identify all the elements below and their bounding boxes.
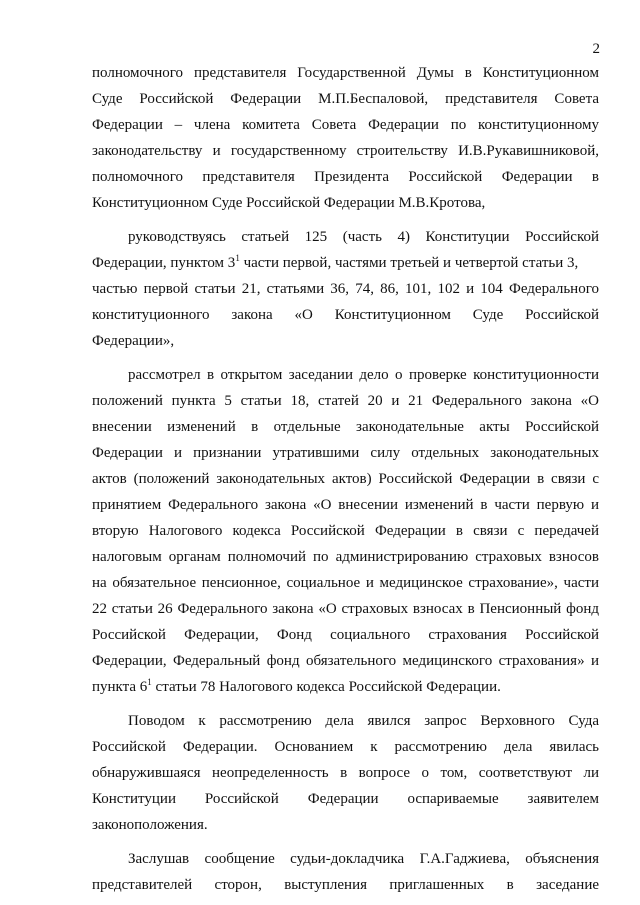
text-fragment: пункта 6 bbox=[92, 679, 148, 695]
text-line: представителей сторон, выступления приглашенных в заседание bbox=[92, 877, 599, 893]
superscript: 1 bbox=[235, 253, 240, 263]
superscript: 1 bbox=[147, 677, 152, 687]
text-line: руководствуясь статьей 125 (часть 4) Конституции Российской bbox=[128, 229, 599, 245]
text-fragment: части первой, частями третьей и четвертой статьи 3, bbox=[239, 255, 579, 271]
text-line: на обязательное пенсионное, социальное и медицинское страхование», части bbox=[92, 575, 599, 591]
text-line: полномочного представителя Государственной Думы в Конституционном bbox=[92, 65, 599, 81]
text-line: полномочного представителя Президента Российской Федерации в bbox=[92, 169, 599, 185]
text-line: Федерации, Федеральный фонд обязательного медицинского страхования» и bbox=[92, 653, 599, 669]
text-line: положений пункта 5 статьи 18, статей 20 и 21 Федерального закона «О bbox=[92, 393, 599, 409]
text-line: налоговым органам полномочий по администрированию страховых взносов bbox=[92, 549, 599, 565]
text-line: законоположения. bbox=[92, 817, 208, 833]
text-line: законодательству и государственному строительству И.В.Рукавишниковой, bbox=[92, 143, 599, 159]
text-line: 22 статьи 26 Федерального закона «О страховых взносах в Пенсионный фонд bbox=[92, 601, 599, 617]
text-line: Конституционном Суде Российской Федерации М.В.Кротова, bbox=[92, 195, 486, 211]
text-line bbox=[92, 674, 599, 700]
text-line: принятием Федерального закона «О внесении изменений в части первую и bbox=[92, 497, 599, 513]
text-line: вторую Налогового кодекса Российской Федерации в связи с передачей bbox=[92, 523, 599, 539]
body-text bbox=[92, 60, 599, 898]
text-line: рассмотрел в открытом заседании дело о проверке конституционности bbox=[128, 367, 599, 383]
text-line: конституционного закона «О Конституционном Суде Российской bbox=[92, 307, 599, 323]
text-line: внесении изменений в отдельные законодательные акты Российской bbox=[92, 419, 599, 435]
text-fragment: Федерации, пунктом 3 bbox=[92, 255, 236, 271]
text-line: обнаружившаяся неопределенность в вопросе о том, соответствуют ли bbox=[92, 765, 599, 781]
text-line: Федерации», bbox=[92, 333, 175, 349]
text-line: частью первой статьи 21, статьями 36, 74, 86, 101, 102 и 104 Федерального bbox=[92, 281, 599, 297]
page-number: 2 bbox=[592, 41, 600, 57]
text-fragment: статьи 78 Налогового кодекса Российской Федерации. bbox=[151, 679, 501, 695]
text-line: Конституции Российской Федерации оспариваемые заявителем bbox=[92, 791, 599, 807]
text-line: актов (положений законодательных актов) Российской Федерации в связи с bbox=[92, 471, 599, 487]
text-line: Российской Федерации. Основанием к рассмотрению дела явилась bbox=[92, 739, 599, 755]
text-line: Федерации и признании утратившими силу отдельных законодательных bbox=[92, 445, 599, 461]
text-line: Поводом к рассмотрению дела явился запрос Верховного Суда bbox=[128, 713, 599, 729]
text-line: Заслушав сообщение судьи-докладчика Г.А.Гаджиева, объяснения bbox=[128, 851, 599, 867]
text-line: Суде Российской Федерации М.П.Беспаловой, представителя Совета bbox=[92, 91, 599, 107]
text-line: Федерации – члена комитета Совета Федерации по конституционному bbox=[92, 117, 599, 133]
text-line: Российской Федерации, Фонд социального страхования Российской bbox=[92, 627, 599, 643]
text-line bbox=[92, 250, 599, 276]
